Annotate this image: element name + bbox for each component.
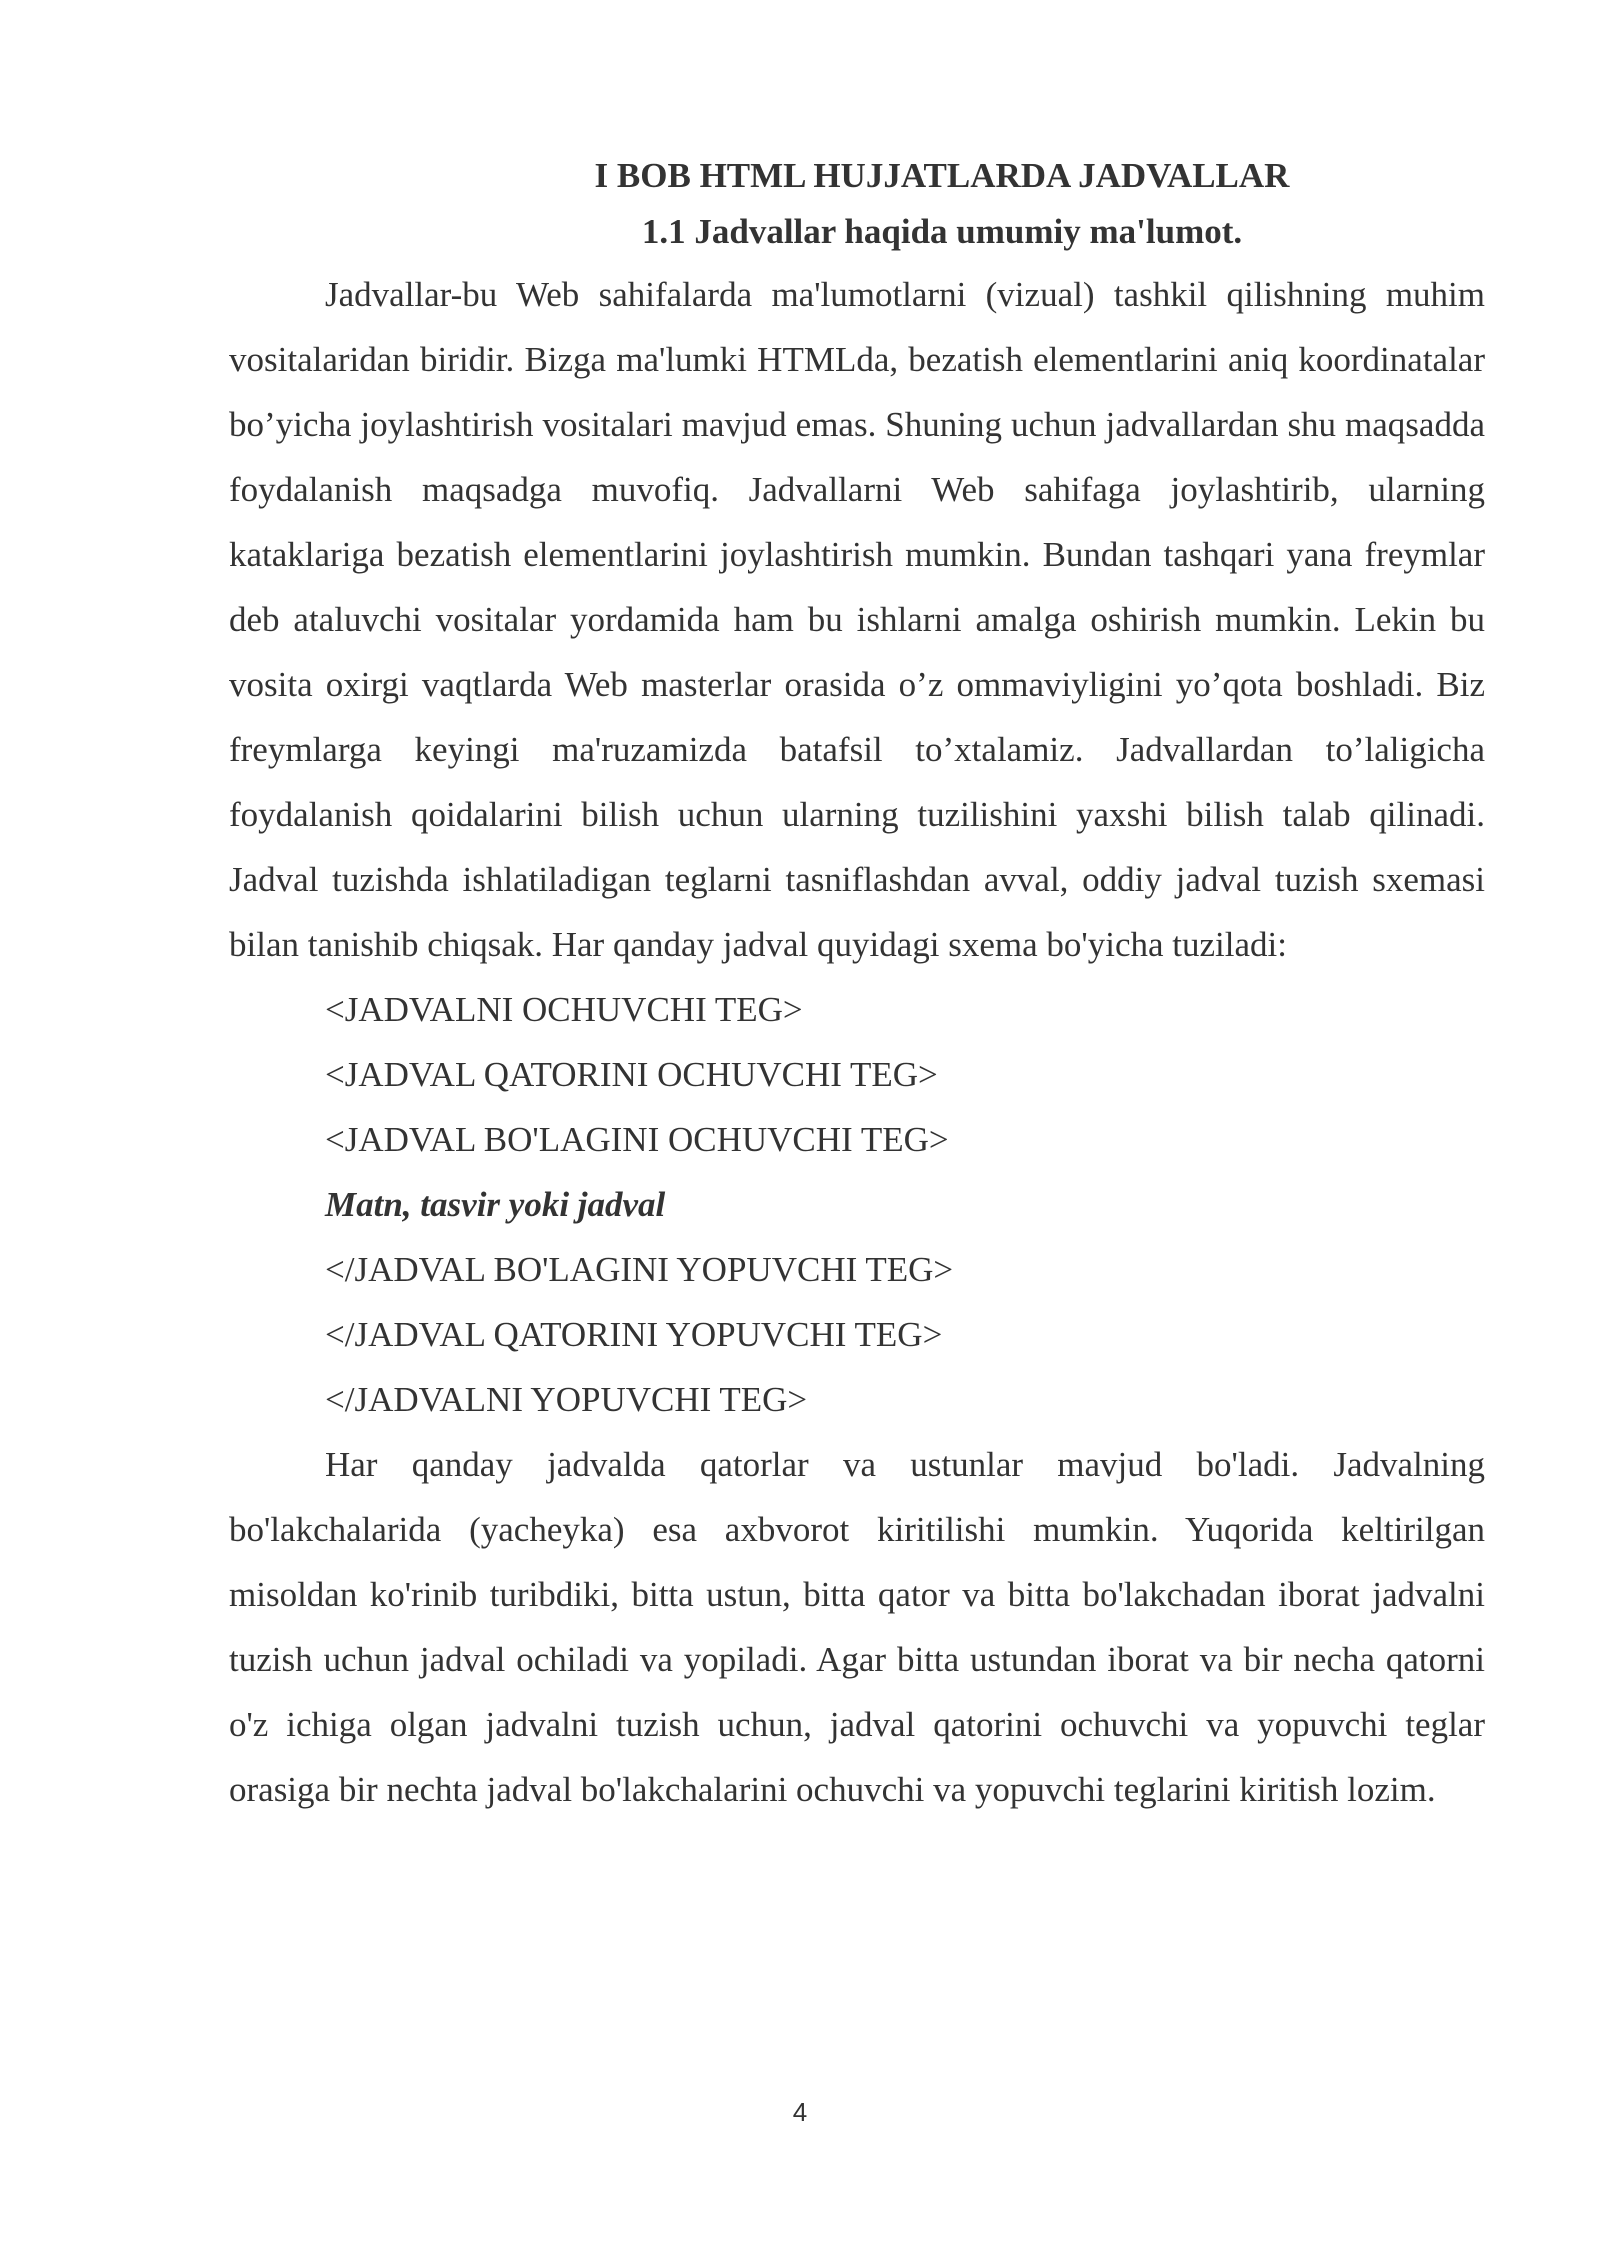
rows-columns-paragraph: Har qanday jadvalda qatorlar va ustunlar mavjud bo'ladi. Jadvalning bo'lakchalarida (yacheyka) esa axbvorot kiritilishi mumkin. Yuqorida keltirilgan misoldan ko'rinib turibdiki, bitta ustun, bitta qator va bitta bo'lakchadan iborat jadvalni tuzish uchun jadval ochiladi va yopiladi. Agar bitta ustundan iborat va bir necha qatorni o'z ichiga olgan jadvalni tuzish uchun, jadval qatorini ochuvchi va yopuvchi teglar orasiga bir nechta jadval bo'lakchalarini ochuvchi va yopuvchi teglarini kiritish lozim. xyxy=(229,1445,1485,1809)
schema-line-close-cell: </JADVAL BO'LAGINI YOPUVCHI TEG> xyxy=(325,1250,954,1289)
schema-line-open-cell: <JADVAL BO'LAGINI OCHUVCHI TEG> xyxy=(325,1120,949,1159)
intro-paragraph: Jadvallar-bu Web sahifalarda ma'lumotlarni (vizual) tashkil qilishning muhim vositalaridan biridir. Bizga ma'lumki HTMLda, bezatish elementlarini aniq koordinatalar bo’yicha joylashtirish vositalari mavjud emas. Shuning uchun jadvallardan shu maqsadda foydalanish maqsadga muvofiq. Jadvallarni Web sahifaga joylashtirib, ularning kataklariga bezatish elementlarini joylashtirish mumkin. Bundan tashqari yana freymlar deb ataluvchi vositalar yordamida ham bu ishlarni amalga oshirish mumkin. Lekin bu vosita oxirgi vaqtlarda Web masterlar orasida o’z ommaviyligini yo’qota boshladi. Biz freymlarga keyingi ma'ruzamizda batafsil to’xtalamiz. Jadvallardan to’laligicha foydalanish qoidalarini bilish uchun ularning tuzilishini yaxshi bilish talab qilinadi. Jadval tuzishda ishlatiladigan teglarni tasniflashdan avval, oddiy jadval tuzish sxemasi bilan tanishib chiqsak. Har qanday jadval quyidagi sxema bo'yicha tuziladi: xyxy=(229,275,1485,964)
table-schema xyxy=(229,977,1485,1432)
schema-line-close-row: </JADVAL QATORINI YOPUVCHI TEG> xyxy=(325,1315,943,1354)
schema-line-open-row: <JADVAL QATORINI OCHUVCHI TEG> xyxy=(325,1055,938,1094)
schema-line-close-table: </JADVALNI YOPUVCHI TEG> xyxy=(325,1380,808,1419)
document-page xyxy=(229,150,1485,1822)
schema-line-content: Matn, tasvir yoki jadval xyxy=(325,1185,666,1224)
chapter-title: I BOB HTML HUJJATLARDA JADVALLAR xyxy=(594,156,1290,195)
page-number: 4 xyxy=(792,2097,808,2127)
schema-line-open-table: <JADVALNI OCHUVCHI TEG> xyxy=(325,990,803,1029)
section-title: 1.1 Jadvallar haqida umumiy ma'lumot. xyxy=(641,212,1243,251)
